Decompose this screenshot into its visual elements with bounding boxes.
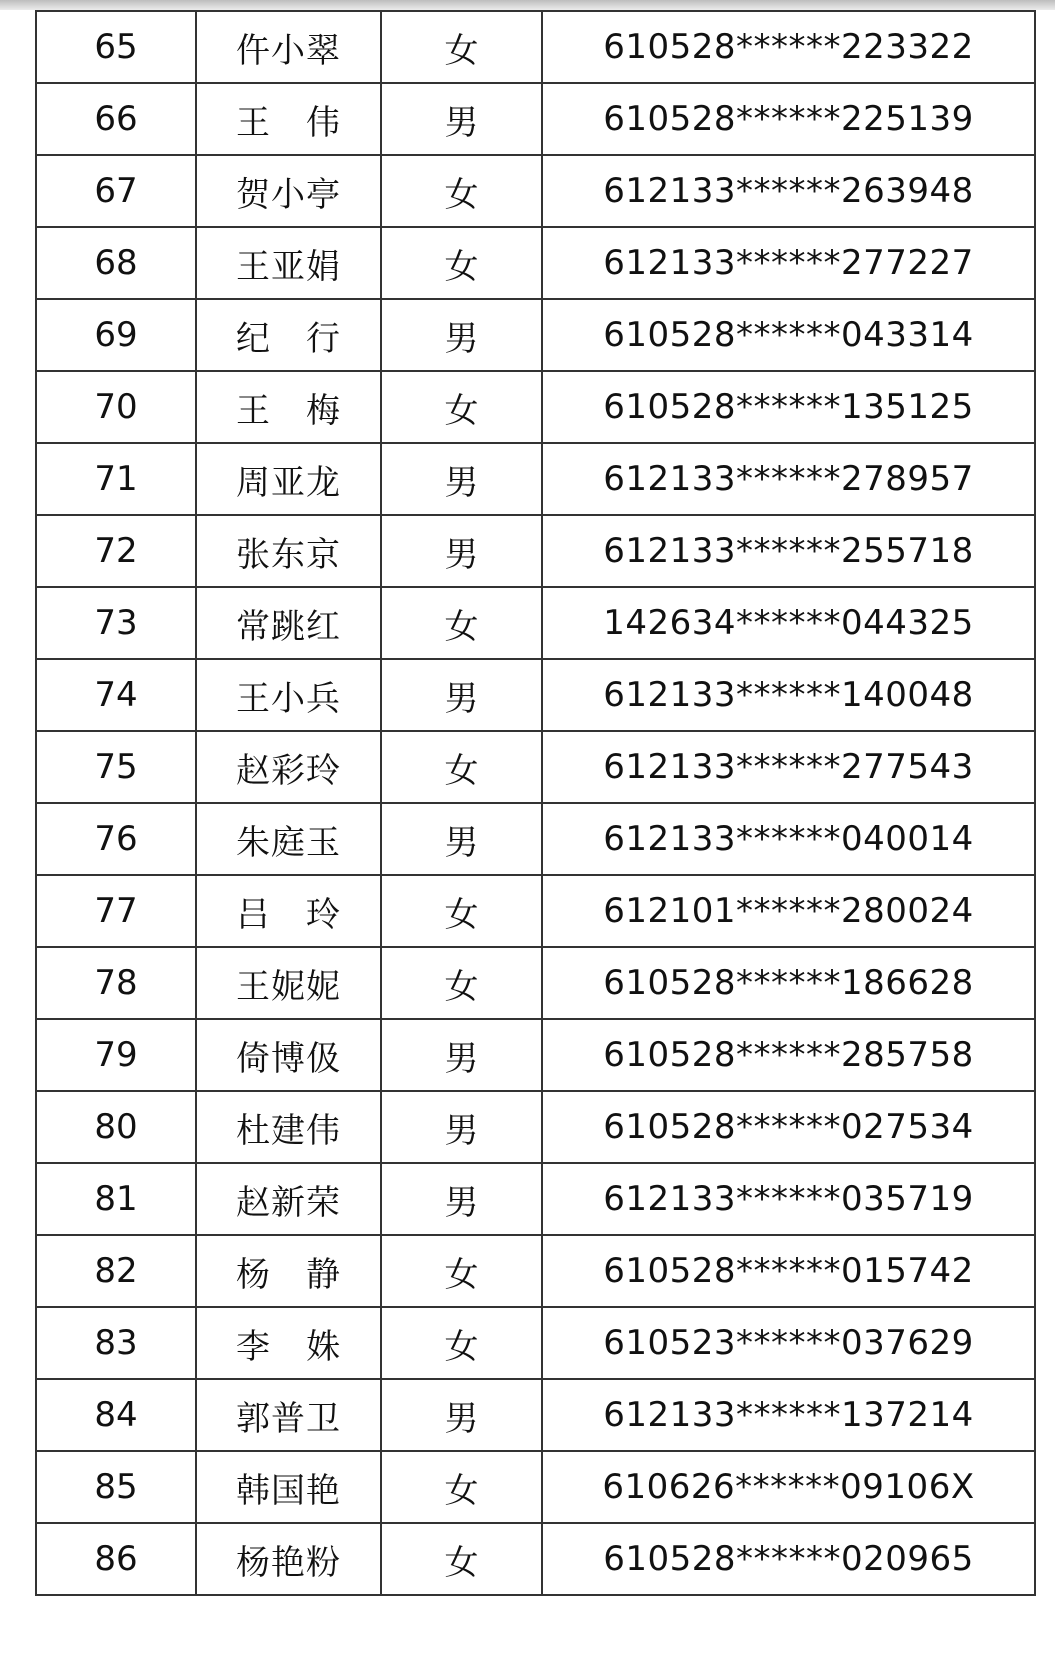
gender-cell: 男 [381, 299, 542, 371]
table-row [36, 83, 1035, 155]
gender-cell: 女 [381, 947, 542, 1019]
row-number-cell: 78 [36, 947, 196, 1019]
gender-cell: 男 [381, 443, 542, 515]
table-row [36, 1451, 1035, 1523]
row-number-cell: 74 [36, 659, 196, 731]
name-cell: 王 梅 [196, 371, 381, 443]
row-number-cell: 75 [36, 731, 196, 803]
name-cell: 王 伟 [196, 83, 381, 155]
row-number-cell: 66 [36, 83, 196, 155]
id-number-cell: 142634******044325 [542, 587, 1035, 659]
name-cell: 郭普卫 [196, 1379, 381, 1451]
name-cell: 倚博伋 [196, 1019, 381, 1091]
gender-cell: 女 [381, 1523, 542, 1595]
name-cell: 张东京 [196, 515, 381, 587]
name-cell: 杨 静 [196, 1235, 381, 1307]
gender-cell: 女 [381, 587, 542, 659]
row-number-cell: 77 [36, 875, 196, 947]
id-number-cell: 612133******255718 [542, 515, 1035, 587]
gender-cell: 女 [381, 1307, 542, 1379]
row-number-cell: 70 [36, 371, 196, 443]
row-number-cell: 72 [36, 515, 196, 587]
id-number-cell: 612101******280024 [542, 875, 1035, 947]
id-number-cell: 612133******263948 [542, 155, 1035, 227]
table-row [36, 155, 1035, 227]
table-row [36, 803, 1035, 875]
id-number-cell: 610528******223322 [542, 11, 1035, 83]
table-row [36, 1163, 1035, 1235]
name-cell: 贺小亭 [196, 155, 381, 227]
gender-cell: 女 [381, 155, 542, 227]
name-cell: 吕 玲 [196, 875, 381, 947]
table-row [36, 299, 1035, 371]
gender-cell: 女 [381, 1235, 542, 1307]
gender-cell: 男 [381, 1379, 542, 1451]
row-number-cell: 68 [36, 227, 196, 299]
table-row [36, 947, 1035, 1019]
name-cell: 仵小翠 [196, 11, 381, 83]
table-row [36, 659, 1035, 731]
row-number-cell: 69 [36, 299, 196, 371]
name-cell: 周亚龙 [196, 443, 381, 515]
name-cell: 王小兵 [196, 659, 381, 731]
id-number-cell: 612133******035719 [542, 1163, 1035, 1235]
gender-cell: 男 [381, 1091, 542, 1163]
gender-cell: 女 [381, 371, 542, 443]
table-row [36, 1091, 1035, 1163]
row-number-cell: 86 [36, 1523, 196, 1595]
id-number-cell: 610523******037629 [542, 1307, 1035, 1379]
row-number-cell: 84 [36, 1379, 196, 1451]
page-top-edge [0, 0, 1055, 10]
id-number-cell: 612133******140048 [542, 659, 1035, 731]
row-number-cell: 83 [36, 1307, 196, 1379]
row-number-cell: 79 [36, 1019, 196, 1091]
name-cell: 赵新荣 [196, 1163, 381, 1235]
row-number-cell: 82 [36, 1235, 196, 1307]
row-number-cell: 67 [36, 155, 196, 227]
id-number-cell: 610528******285758 [542, 1019, 1035, 1091]
row-number-cell: 71 [36, 443, 196, 515]
table-row [36, 731, 1035, 803]
gender-cell: 女 [381, 731, 542, 803]
row-number-cell: 73 [36, 587, 196, 659]
table-row [36, 443, 1035, 515]
table-row [36, 227, 1035, 299]
table-row [36, 1379, 1035, 1451]
table-row [36, 11, 1035, 83]
row-number-cell: 81 [36, 1163, 196, 1235]
name-cell: 王妮妮 [196, 947, 381, 1019]
gender-cell: 女 [381, 11, 542, 83]
name-cell: 杨艳粉 [196, 1523, 381, 1595]
gender-cell: 女 [381, 875, 542, 947]
table-row [36, 1523, 1035, 1595]
gender-cell: 男 [381, 803, 542, 875]
gender-cell: 男 [381, 659, 542, 731]
table-row [36, 1307, 1035, 1379]
id-number-cell: 610528******027534 [542, 1091, 1035, 1163]
name-cell: 李 姝 [196, 1307, 381, 1379]
name-cell: 赵彩玲 [196, 731, 381, 803]
name-cell: 纪 行 [196, 299, 381, 371]
id-number-cell: 610528******020965 [542, 1523, 1035, 1595]
table-row [36, 875, 1035, 947]
name-cell: 韩国艳 [196, 1451, 381, 1523]
id-number-cell: 612133******277227 [542, 227, 1035, 299]
name-cell: 杜建伟 [196, 1091, 381, 1163]
roster-table-body [36, 11, 1035, 1595]
gender-cell: 男 [381, 1019, 542, 1091]
gender-cell: 女 [381, 1451, 542, 1523]
gender-cell: 男 [381, 515, 542, 587]
name-cell: 常跳红 [196, 587, 381, 659]
gender-cell: 女 [381, 227, 542, 299]
gender-cell: 男 [381, 83, 542, 155]
roster-table [35, 10, 1036, 1596]
gender-cell: 男 [381, 1163, 542, 1235]
id-number-cell: 612133******137214 [542, 1379, 1035, 1451]
id-number-cell: 610528******186628 [542, 947, 1035, 1019]
id-number-cell: 610528******225139 [542, 83, 1035, 155]
table-row [36, 371, 1035, 443]
name-cell: 朱庭玉 [196, 803, 381, 875]
id-number-cell: 610528******043314 [542, 299, 1035, 371]
id-number-cell: 610626******09106X [542, 1451, 1035, 1523]
row-number-cell: 76 [36, 803, 196, 875]
table-row [36, 515, 1035, 587]
id-number-cell: 610528******135125 [542, 371, 1035, 443]
name-cell: 王亚娟 [196, 227, 381, 299]
table-row [36, 1235, 1035, 1307]
id-number-cell: 612133******278957 [542, 443, 1035, 515]
row-number-cell: 85 [36, 1451, 196, 1523]
row-number-cell: 65 [36, 11, 196, 83]
id-number-cell: 610528******015742 [542, 1235, 1035, 1307]
id-number-cell: 612133******277543 [542, 731, 1035, 803]
table-row [36, 1019, 1035, 1091]
table-row [36, 587, 1035, 659]
id-number-cell: 612133******040014 [542, 803, 1035, 875]
row-number-cell: 80 [36, 1091, 196, 1163]
